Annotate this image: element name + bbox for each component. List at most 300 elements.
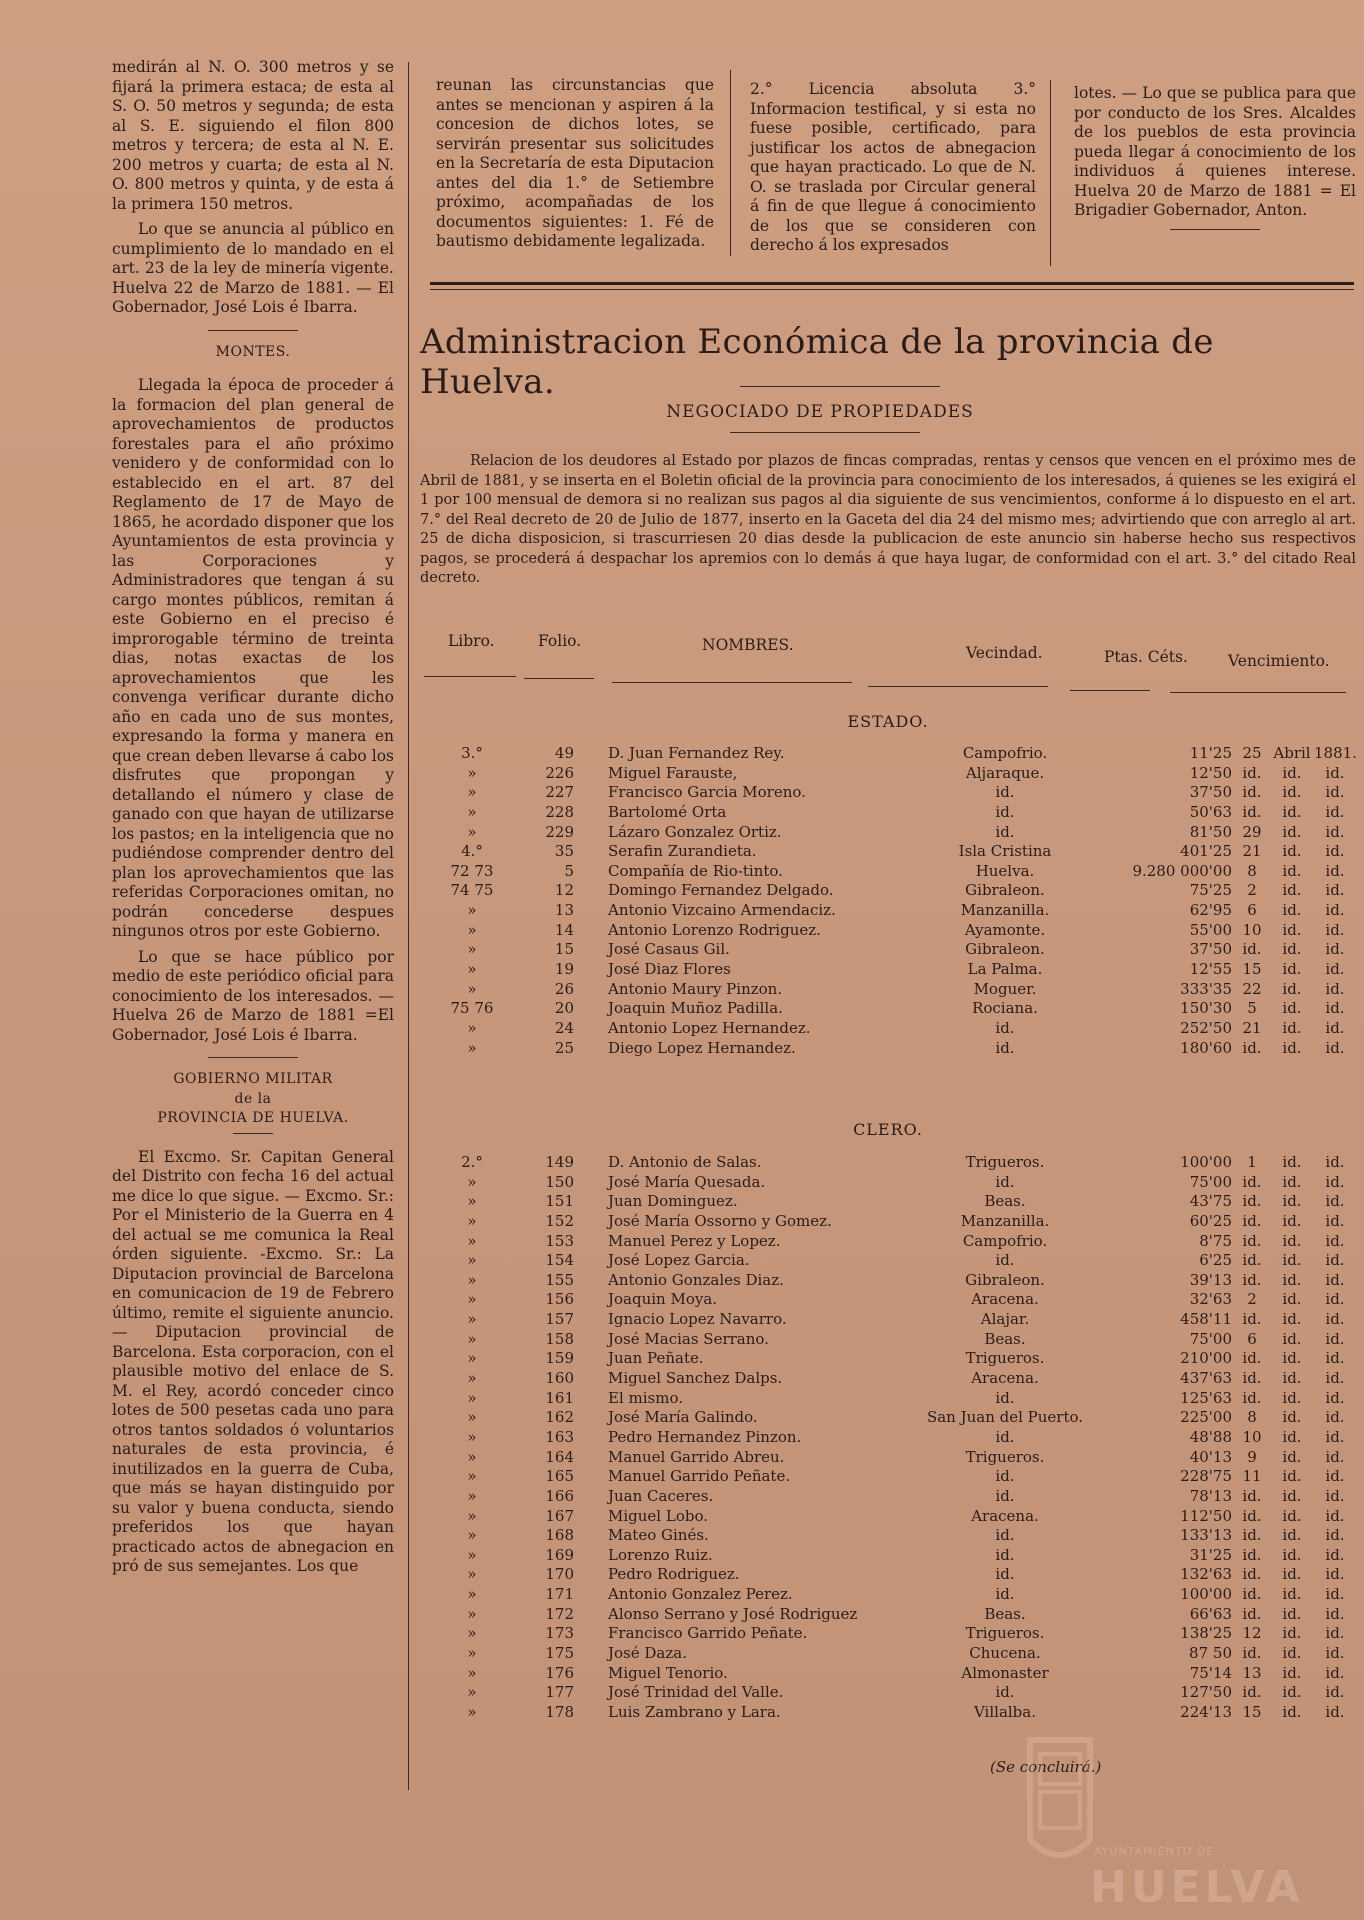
table-row (420, 1448, 1356, 1468)
vecindad-cell: Manzanilla. (960, 1211, 1050, 1230)
folio-cell: 178 (545, 1702, 574, 1721)
day-cell: 29 (1242, 822, 1262, 841)
month-cell: id. (1282, 1624, 1302, 1643)
year-cell: id. (1325, 1369, 1345, 1388)
name-cell: Juan Dominguez. (608, 1192, 738, 1211)
gobierno-paragraph: El Excmo. Sr. Capitan General del Distrito con fecha 16 del actual me dice lo que sigue. — Excmo. Sr.: Por el Ministerio de la Guerra en 4 del actual se me comunica la Real órden siguiente. -Excmo. Sr.: La Diputacion provincial de Barcelona en comunicacion de 19 de Febrero último, remite el siguiente anuncio. — Diputacion provincial de Barcelona. Esta corporacion, con el plausible motivo del enlace de S. M. el Rey, acordó conceder cinco lotes de 500 pesetas cada uno para otros tantos soldados ó voluntarios naturales de esta provincia, é inutilizados en la guerra de Cuba, que más se hayan distinguido por su valor y buena conducta, siendo preferidos los que hayan practicado actos de abnegacion en pró de sus semejantes. Los que (112, 1147, 394, 1575)
clero-heading: CLERO. (853, 1120, 923, 1139)
table-row (420, 1487, 1356, 1507)
year-cell: id. (1325, 901, 1345, 920)
year-cell: id. (1325, 783, 1345, 802)
folio-cell: 151 (545, 1192, 574, 1211)
amount-cell: 55'00 (1189, 920, 1232, 939)
libro-cell: » (467, 822, 477, 841)
year-cell: id. (1325, 1211, 1345, 1230)
month-cell: id. (1282, 1290, 1302, 1309)
name-cell: Ignacio Lopez Navarro. (608, 1310, 787, 1329)
title-ornament (740, 386, 940, 387)
month-cell: id. (1282, 920, 1302, 939)
day-cell: id. (1242, 1486, 1262, 1505)
day-cell: id. (1242, 1349, 1262, 1368)
name-cell: José Diaz Flores (608, 960, 731, 979)
amount-cell: 210'00 (1180, 1349, 1232, 1368)
libro-cell: » (467, 1447, 477, 1466)
name-cell: José Daza. (608, 1644, 687, 1663)
lotes-text-2: 2.° Licencia absoluta 3.° Informacion testifical, y si esta no fuese posible, certificado, para justificar los actos de abnegacion que hayan practicado. Lo que de N. O. se traslada por Circular general á fin de que llegue á conocimiento de los que se consideren con derecho á los expresados (750, 80, 1036, 254)
vecindad-cell: Aracena. (971, 1369, 1039, 1388)
day-cell: id. (1242, 1172, 1262, 1191)
month-cell: id. (1282, 1172, 1302, 1191)
year-cell: id. (1325, 920, 1345, 939)
day-cell: id. (1242, 1506, 1262, 1525)
name-cell: Miguel Sanchez Dalps. (608, 1369, 783, 1388)
month-cell: id. (1282, 783, 1302, 802)
name-cell: José Trinidad del Valle. (608, 1683, 784, 1702)
folio-cell: 19 (554, 960, 574, 979)
folio-cell: 155 (545, 1270, 574, 1289)
month-cell: id. (1282, 1038, 1302, 1057)
header-folio: Folio. (538, 632, 582, 650)
vecindad-cell: Moguer. (973, 979, 1037, 998)
libro-cell: » (467, 1604, 477, 1623)
double-rule-thin (430, 289, 1354, 290)
libro-cell: 72 73 (450, 861, 494, 880)
amount-cell: 138'25 (1180, 1624, 1232, 1643)
vecindad-cell: id. (995, 1038, 1015, 1057)
name-cell: Miguel Lobo. (608, 1506, 708, 1525)
libro-cell: » (467, 1506, 477, 1525)
name-cell: Pedro Rodriguez. (608, 1565, 740, 1584)
month-cell: id. (1282, 1467, 1302, 1486)
day-cell: id. (1242, 940, 1262, 959)
amount-cell: 75'25 (1189, 881, 1232, 900)
libro-cell: » (467, 1565, 477, 1584)
vecindad-cell: Trigueros. (965, 1153, 1045, 1171)
name-cell: José María Quesada. (608, 1172, 766, 1191)
month-cell: id. (1282, 822, 1302, 841)
vecindad-cell: id. (995, 1486, 1015, 1505)
table-row (420, 1585, 1356, 1605)
year-cell: id. (1325, 1644, 1345, 1663)
day-cell: 8 (1247, 1408, 1257, 1427)
vecindad-cell: Aracena. (971, 1290, 1039, 1309)
amount-cell: 133'13 (1180, 1526, 1232, 1545)
libro-cell: » (467, 1408, 477, 1427)
vecindad-cell: Campofrio. (962, 744, 1048, 762)
table-row (420, 1408, 1356, 1428)
section-title: Administracion Económica de la provincia de Huelva. (420, 322, 1214, 402)
month-cell: id. (1282, 1447, 1302, 1466)
vecindad-cell: Gibraleon. (965, 940, 1045, 959)
libro-cell: » (467, 1624, 477, 1643)
year-cell: id. (1325, 1506, 1345, 1525)
month-cell: id. (1282, 1310, 1302, 1329)
amount-cell: 75'14 (1189, 1663, 1232, 1682)
month-cell: id. (1282, 1565, 1302, 1584)
gobierno-heading-3: PROVINCIA DE HUELVA. (157, 1110, 349, 1126)
libro-cell: » (467, 1644, 477, 1663)
month-cell: id. (1282, 999, 1302, 1018)
year-cell: id. (1325, 960, 1345, 979)
vecindad-cell: Chucena. (969, 1644, 1041, 1663)
libro-cell: 75 76 (450, 999, 494, 1018)
folio-cell: 156 (545, 1290, 574, 1309)
table-row (420, 1605, 1356, 1625)
header-vecindad: Vecindad. (966, 644, 1043, 662)
header-ptas: Ptas. Céts. (1104, 648, 1188, 666)
vecindad-cell: id. (995, 1526, 1015, 1545)
day-cell: id. (1242, 1038, 1262, 1057)
month-cell: id. (1282, 1270, 1302, 1289)
libro-cell: 74 75 (450, 881, 494, 900)
year-cell: id. (1325, 881, 1345, 900)
folio-cell: 158 (545, 1329, 574, 1348)
table-row (420, 1173, 1356, 1193)
day-cell: 5 (1247, 999, 1257, 1018)
day-cell: 11 (1242, 1467, 1262, 1486)
name-cell: Antonio Gonzales Diaz. (608, 1270, 784, 1289)
amount-cell: 60'25 (1189, 1211, 1232, 1230)
amount-cell: 75'00 (1189, 1172, 1232, 1191)
amount-cell: 8'75 (1199, 1231, 1232, 1250)
amount-cell: 228'75 (1180, 1467, 1232, 1486)
day-cell: 10 (1242, 920, 1262, 939)
day-cell: 8 (1247, 861, 1257, 880)
vecindad-cell: id. (995, 1565, 1015, 1584)
table-row (420, 1330, 1356, 1350)
amount-cell: 125'63 (1180, 1388, 1232, 1407)
table-row (420, 1546, 1356, 1566)
day-cell: id. (1242, 1565, 1262, 1584)
folio-cell: 35 (554, 842, 574, 861)
section-divider (1170, 229, 1260, 230)
libro-cell: 2.° (461, 1153, 483, 1171)
year-cell: id. (1325, 979, 1345, 998)
year-cell: id. (1325, 1427, 1345, 1446)
table-row (420, 1624, 1356, 1644)
vecindad-cell: id. (995, 1251, 1015, 1270)
folio-cell: 149 (545, 1153, 574, 1171)
year-cell: id. (1325, 1702, 1345, 1721)
libro-cell: » (467, 940, 477, 959)
libro-cell: » (467, 1467, 477, 1486)
folio-cell: 5 (564, 861, 574, 880)
vecindad-cell: Beas. (984, 1192, 1026, 1211)
month-cell: id. (1282, 1329, 1302, 1348)
amount-cell: 401'25 (1180, 842, 1232, 861)
table-row (420, 1565, 1356, 1585)
table-row (420, 783, 1356, 803)
day-cell: 1 (1247, 1153, 1257, 1171)
year-cell: id. (1325, 1585, 1345, 1604)
amount-cell: 132'63 (1180, 1565, 1232, 1584)
folio-cell: 165 (545, 1467, 574, 1486)
table-row (420, 1232, 1356, 1252)
table-row (420, 881, 1356, 901)
name-cell: José Macias Serrano. (608, 1329, 769, 1348)
amount-cell: 458'11 (1180, 1310, 1232, 1329)
libro-cell: » (467, 1683, 477, 1702)
table-row (420, 1290, 1356, 1310)
amount-cell: 48'88 (1189, 1427, 1232, 1446)
top-column-2 (436, 76, 714, 258)
name-cell: Miguel Tenorio. (608, 1663, 728, 1682)
amount-cell: 112'50 (1180, 1506, 1232, 1525)
year-cell: id. (1325, 1231, 1345, 1250)
month-cell: Abril (1273, 744, 1311, 762)
day-cell: 2 (1247, 881, 1257, 900)
amount-cell: 100'00 (1180, 1585, 1232, 1604)
folio-cell: 160 (545, 1369, 574, 1388)
gobierno-heading-2: de la (234, 1090, 272, 1107)
table-row (420, 862, 1356, 882)
folio-cell: 169 (545, 1545, 574, 1564)
column-rule (408, 62, 409, 1790)
amount-cell: 81'50 (1189, 822, 1232, 841)
folio-cell: 175 (545, 1644, 574, 1663)
year-cell: id. (1325, 1545, 1345, 1564)
day-cell: 9 (1247, 1447, 1257, 1466)
libro-cell: » (467, 1349, 477, 1368)
folio-cell: 154 (545, 1251, 574, 1270)
libro-cell: » (467, 1192, 477, 1211)
year-cell: id. (1325, 1329, 1345, 1348)
top-column-3 (750, 80, 1036, 262)
folio-cell: 161 (545, 1388, 574, 1407)
small-divider (233, 1133, 273, 1134)
day-cell: 21 (1242, 1018, 1262, 1037)
section-subtitle: NEGOCIADO DE PROPIEDADES (666, 402, 974, 422)
libro-cell: » (467, 901, 477, 920)
year-cell: id. (1325, 842, 1345, 861)
table-row (420, 901, 1356, 921)
month-cell: id. (1282, 1585, 1302, 1604)
vecindad-cell: id. (995, 1427, 1015, 1446)
month-cell: id. (1282, 1486, 1302, 1505)
amount-cell: 87 50 (1189, 1644, 1232, 1663)
month-cell: id. (1282, 1663, 1302, 1682)
month-cell: id. (1282, 901, 1302, 920)
month-cell: id. (1282, 1604, 1302, 1623)
month-cell: id. (1282, 1018, 1302, 1037)
year-cell: id. (1325, 1624, 1345, 1643)
amount-cell: 43'75 (1189, 1192, 1232, 1211)
libro-cell: » (467, 1526, 477, 1545)
folio-cell: 166 (545, 1486, 574, 1505)
table-row (420, 1369, 1356, 1389)
year-cell: id. (1325, 1270, 1345, 1289)
libro-cell: » (467, 1211, 477, 1230)
header-vencimiento: Vencimiento. (1228, 652, 1330, 670)
name-cell: Pedro Hernandez Pinzon. (608, 1427, 802, 1446)
day-cell: id. (1242, 1644, 1262, 1663)
year-cell: id. (1325, 802, 1345, 821)
day-cell: 13 (1242, 1663, 1262, 1682)
libro-cell: » (467, 1290, 477, 1309)
libro-cell: » (467, 802, 477, 821)
table-row (420, 1389, 1356, 1409)
day-cell: 6 (1247, 901, 1257, 920)
vecindad-cell: Ayamonte. (964, 920, 1046, 939)
estado-heading: ESTADO. (847, 712, 929, 731)
folio-cell: 171 (545, 1585, 574, 1604)
amount-cell: 437'63 (1180, 1369, 1232, 1388)
folio-cell: 14 (554, 920, 574, 939)
table-row (420, 940, 1356, 960)
libro-cell: » (467, 1251, 477, 1270)
libro-cell: » (467, 920, 477, 939)
vecindad-cell: Beas. (984, 1329, 1026, 1348)
vecindad-cell: Gibraleon. (965, 1270, 1045, 1289)
table-row (420, 1019, 1356, 1039)
lotes-text-1: reunan las circunstancias que antes se mencionan y aspiren á la concesion de dichos lotes, se servirán presentar sus solicitudes en la Secretaría de esta Diputacion antes del dia 1.° de Setiembre próximo, acompañadas de los documentos siguientes: 1. Fé de bautismo debidamente legalizada. (436, 76, 714, 250)
header-underline (868, 686, 1048, 687)
amount-cell: 11'25 (1189, 744, 1232, 762)
folio-cell: 24 (554, 1018, 574, 1037)
libro-cell: » (467, 1329, 477, 1348)
watermark-text: HUELVA (1090, 1862, 1304, 1913)
day-cell: id. (1242, 1270, 1262, 1289)
libro-cell: » (467, 1270, 477, 1289)
montes-paragraph: Llegada la época de proceder á la formacion del plan general de aprovechamientos de productos forestales para el año próximo venidero y de conformidad con lo establecido en el art. 87 del Reglamento de 17 de Mayo de 1865, he acordado disponer que los Ayuntamientos de esta provincia y las Corporaciones y Administradores que tengan á su cargo montes públicos, remitan á este Gobierno en el preciso é improrogable término de treinta dias, notas exactas de los aprovechamientos que les convenga verificar durante dicho año en cada uno de sus montes, expresando la forma y manera en que crean deben llevarse á cabo los disfrutes que propongan y detallando el número y clase de ganado con que hayan de utilizarse los pastos; en la inteligencia que no pudiéndose comprender dentro del plan los aprovechamientos que las referidas Corporaciones omitan, no podrán concederse despues ningunos otros por este Gobierno. (112, 376, 394, 940)
month-cell: id. (1282, 1545, 1302, 1564)
table-row (420, 1251, 1356, 1271)
table-row (420, 1644, 1356, 1664)
amount-cell: 37'50 (1189, 940, 1232, 959)
day-cell: id. (1242, 1604, 1262, 1623)
column-rule (730, 70, 731, 256)
libro-cell: » (467, 1486, 477, 1505)
folio-cell: 167 (545, 1506, 574, 1525)
name-cell: Serafin Zurandieta. (608, 842, 757, 861)
year-cell: id. (1325, 1038, 1345, 1057)
day-cell: id. (1242, 802, 1262, 821)
header-underline (1070, 690, 1150, 691)
header-underline (524, 678, 594, 679)
vecindad-cell: San Juan del Puerto. (926, 1408, 1084, 1427)
vecindad-cell: id. (995, 783, 1015, 802)
amount-cell: 78'13 (1189, 1486, 1232, 1505)
name-cell: Domingo Fernandez Delgado. (608, 881, 834, 900)
gobierno-heading-1: GOBIERNO MILITAR (173, 1071, 333, 1087)
day-cell: id. (1242, 1231, 1262, 1250)
folio-cell: 164 (545, 1447, 574, 1466)
day-cell: 25 (1242, 744, 1262, 762)
year-cell: id. (1325, 763, 1345, 782)
year-cell: id. (1325, 1408, 1345, 1427)
amount-cell: 50'63 (1189, 802, 1232, 821)
table-row (420, 1526, 1356, 1546)
day-cell: id. (1242, 1585, 1262, 1604)
top-column-4 (1074, 84, 1356, 230)
libro-cell: » (467, 1018, 477, 1037)
folio-cell: 20 (554, 999, 574, 1018)
year-cell: id. (1325, 1172, 1345, 1191)
vecindad-cell: id. (995, 822, 1015, 841)
amount-cell: 31'25 (1189, 1545, 1232, 1564)
folio-cell: 173 (545, 1624, 574, 1643)
folio-cell: 150 (545, 1172, 574, 1191)
folio-cell: 168 (545, 1526, 574, 1545)
header-underline (424, 676, 516, 677)
table-row (420, 921, 1356, 941)
libro-cell: » (467, 1427, 477, 1446)
day-cell: 21 (1242, 842, 1262, 861)
table-row (420, 1664, 1356, 1684)
year-cell: id. (1325, 1388, 1345, 1407)
day-cell: 15 (1242, 960, 1262, 979)
folio-cell: 162 (545, 1408, 574, 1427)
folio-cell: 26 (554, 979, 574, 998)
libro-cell: 3.° (461, 744, 483, 762)
name-cell: D. Juan Fernandez Rey. (608, 744, 785, 762)
year-cell: id. (1325, 1447, 1345, 1466)
table-row (420, 744, 1356, 764)
amount-cell: 6'25 (1199, 1251, 1232, 1270)
column-rule (1050, 80, 1051, 266)
amount-cell: 39'13 (1189, 1270, 1232, 1289)
mining-notice-end: medirán al N. O. 300 metros y se fijará la primera estaca; de esta al S. O. 50 metros y segunda; de esta al S. E. siguiendo el filon 800 metros y tercera; de esta al N. E. 200 metros y cuarta; de esta al N. O. 800 metros y quinta, y de esta á la primera 150 metros. (112, 58, 394, 213)
header-nombres: NOMBRES. (702, 636, 794, 654)
year-cell: id. (1325, 1467, 1345, 1486)
vecindad-cell: Villalba. (973, 1702, 1036, 1721)
month-cell: id. (1282, 1349, 1302, 1368)
month-cell: id. (1282, 1644, 1302, 1663)
name-cell: Juan Caceres. (608, 1486, 714, 1505)
month-cell: id. (1282, 1251, 1302, 1270)
mining-notice-signature: Lo que se anuncia al público en cumplimiento de lo mandado en el art. 23 de la ley de minería vigente. Huelva 22 de Marzo de 1881. — El Gobernador, José Lois é Ibarra. (112, 220, 394, 316)
libro-cell: » (467, 1369, 477, 1388)
name-cell: Mateo Ginés. (608, 1526, 709, 1545)
name-cell: Manuel Garrido Peñate. (608, 1467, 791, 1486)
name-cell: Bartolomé Orta (608, 802, 727, 821)
name-cell: Antonio Lorenzo Rodriguez. (608, 920, 821, 939)
year-cell: id. (1325, 1349, 1345, 1368)
name-cell: Joaquin Moya. (608, 1290, 718, 1309)
day-cell: id. (1242, 1545, 1262, 1564)
name-cell: D. Antonio de Salas. (608, 1153, 762, 1171)
year-cell: id. (1325, 940, 1345, 959)
table-row (420, 1039, 1356, 1059)
table-row (420, 1467, 1356, 1487)
vecindad-cell: La Palma. (967, 960, 1043, 979)
folio-cell: 12 (554, 881, 574, 900)
amount-cell: 75'00 (1189, 1329, 1232, 1348)
vecindad-cell: Campofrio. (962, 1231, 1048, 1250)
double-rule (430, 282, 1354, 285)
amount-cell: 12'50 (1189, 763, 1232, 782)
folio-cell: 157 (545, 1310, 574, 1329)
folio-cell: 15 (554, 940, 574, 959)
day-cell: id. (1242, 763, 1262, 782)
amount-cell: 127'50 (1180, 1683, 1232, 1702)
month-cell: id. (1282, 1702, 1302, 1721)
name-cell: Francisco Garcia Moreno. (608, 783, 806, 802)
table-row (420, 1428, 1356, 1448)
vecindad-cell: Trigueros. (965, 1624, 1045, 1643)
libro-cell: » (467, 979, 477, 998)
table-row (420, 960, 1356, 980)
estado-table (420, 744, 1356, 1058)
vecindad-cell: id. (995, 1585, 1015, 1604)
folio-cell: 152 (545, 1211, 574, 1230)
day-cell: id. (1242, 1683, 1262, 1702)
folio-cell: 172 (545, 1604, 574, 1623)
year-cell: id. (1325, 861, 1345, 880)
day-cell: id. (1242, 1211, 1262, 1230)
year-cell: id. (1325, 1018, 1345, 1037)
amount-cell: 37'50 (1189, 783, 1232, 802)
